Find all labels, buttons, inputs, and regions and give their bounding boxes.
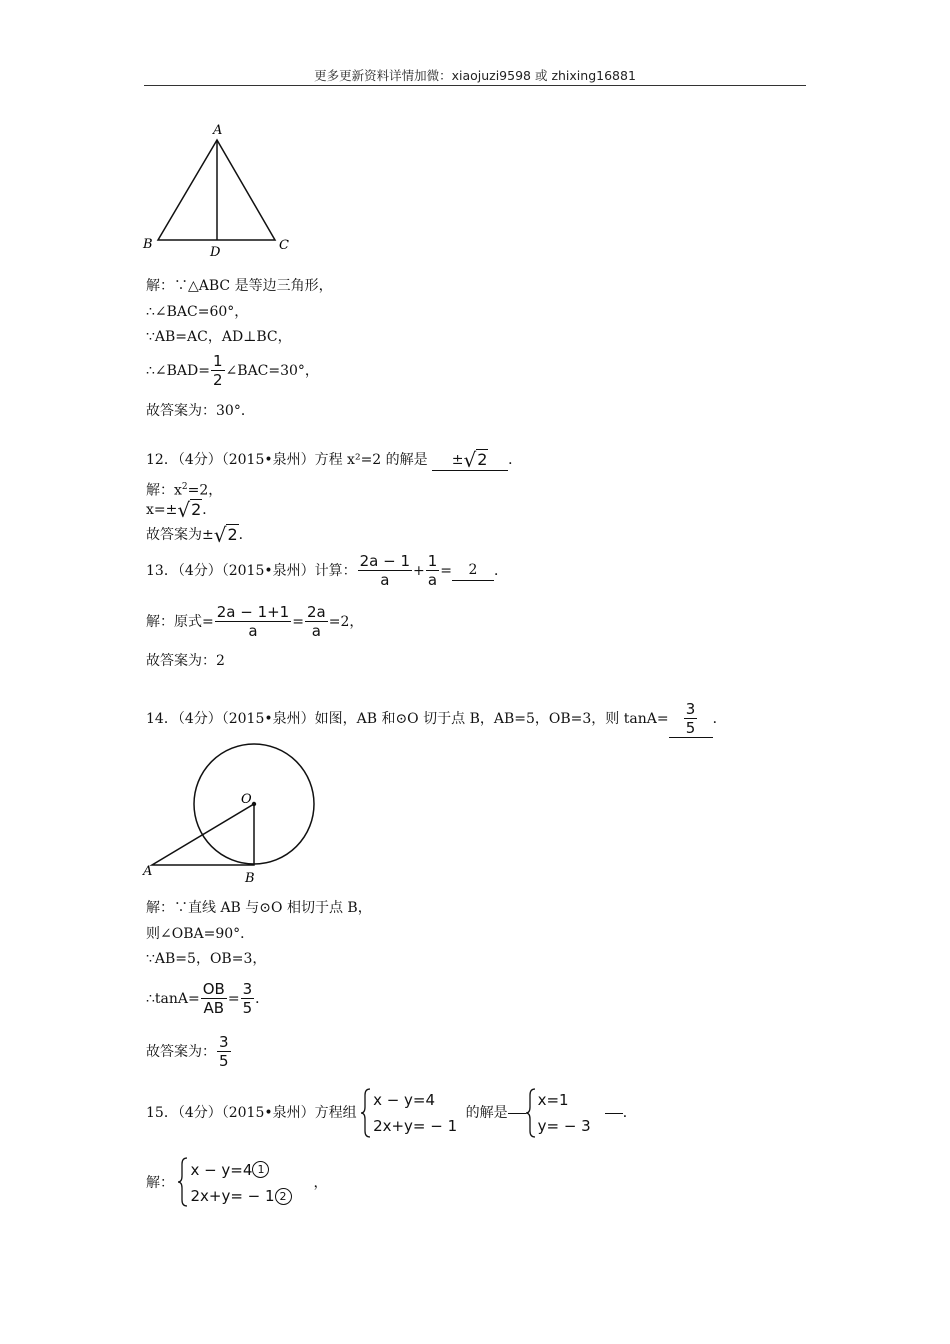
sqrt-2: √2 — [177, 497, 202, 522]
q11-answer: 故答案为：30°． — [146, 403, 255, 419]
q15-sol — [146, 1156, 328, 1209]
q11-line3: ∵AB=AC，AD⊥BC， — [146, 329, 292, 345]
frac-num: 2a — [306, 603, 326, 621]
frac-num: 3 — [242, 980, 253, 998]
q12-sol2-pre: x=± — [146, 501, 178, 518]
q14-sol1: 解：∵直线 AB 与⊙O 相切于点 B， — [146, 900, 372, 916]
frac-num: 1 — [427, 552, 438, 570]
sqrt-2: √2 — [463, 447, 488, 472]
circled-2: 2 — [275, 1188, 292, 1205]
plus-sign: + — [413, 562, 425, 579]
frac-num: 2a − 1 — [359, 552, 410, 570]
q13-stem-line — [146, 552, 508, 589]
label-o: O — [241, 792, 252, 807]
q15-mid: 的解是 — [465, 1105, 508, 1121]
q12-sol3 — [146, 524, 253, 545]
label-a: A — [213, 123, 223, 138]
sqrt-2: √2 — [213, 522, 238, 547]
q12-sol3-end: ． — [238, 526, 253, 543]
q13-sol1 — [146, 603, 363, 640]
q15-blank-right — [605, 1113, 623, 1114]
q13-sol-frac2 — [305, 603, 328, 640]
frac-num: 3 — [685, 700, 696, 718]
q15-blank-left — [508, 1113, 526, 1114]
q14-answer — [146, 1033, 232, 1070]
q14-answer-blank — [669, 700, 713, 738]
q15-stem-line — [146, 1087, 637, 1139]
q11-line1: 解：∵△ABC 是等边三角形， — [146, 278, 333, 294]
q14-answer-frac — [684, 700, 698, 737]
label-a: A — [143, 864, 153, 879]
frac-num: 1 — [213, 352, 223, 370]
q13-answer-blank: 2 — [452, 560, 494, 581]
q13-stem: 13．（4分）（2015•泉州）计算： — [146, 562, 357, 579]
equation-1: x − y=4 — [373, 1091, 436, 1109]
q12-end: ． — [508, 452, 523, 468]
q13-sol1-post: =2， — [328, 613, 364, 630]
half-fraction — [211, 352, 225, 389]
q15-sol-system — [178, 1156, 291, 1209]
q12-stem-line — [146, 449, 522, 471]
q14-sol3: ∵AB=5，OB=3， — [146, 951, 267, 967]
q13-end: ． — [494, 562, 509, 579]
sol-eq2-text: 2x+y= − 1 — [190, 1187, 275, 1205]
q14-sol2: 则∠OBA=90°． — [146, 926, 255, 942]
frac-den: a — [358, 570, 412, 589]
frac-den: a — [426, 570, 440, 589]
center-point — [252, 802, 256, 806]
q12-answer-blank — [432, 449, 508, 471]
q14-stem: 14．（4分）（2015•泉州）如图，AB 和⊙O 切于点 B，AB=5，OB=3，则 tanA= — [146, 711, 669, 727]
sol-equation-1 — [190, 1156, 291, 1183]
q12-stem: 12．（4分）（2015•泉州）方程 x²=2 的解是 — [146, 452, 428, 468]
q11-line4-pre: ∴∠BAD= — [146, 362, 210, 379]
q14-end: ． — [712, 711, 727, 727]
pm-sign: ± — [451, 451, 464, 468]
radicand: 2 — [191, 500, 202, 519]
equation-2: 2x+y= − 1 — [373, 1117, 458, 1135]
equals-sign: = — [292, 613, 304, 630]
q14-sol-frac2 — [241, 980, 255, 1017]
label-d: D — [210, 245, 221, 260]
label-c: C — [279, 238, 289, 253]
page-header: 更多更新资料详情加微：xiaojuzi9598 或 zhixing16881 — [314, 68, 636, 83]
q14-answer-pre: 故答案为： — [146, 1043, 216, 1060]
q13-sol1-pre: 解：原式= — [146, 613, 214, 630]
q11-line2: ∴∠BAC=60°， — [146, 304, 249, 320]
q14-sol4 — [146, 980, 269, 1017]
frac-den: a — [305, 621, 328, 640]
q15-end: ． — [622, 1105, 637, 1121]
q14-stem-line — [146, 700, 727, 738]
answer-x: x=1 — [537, 1091, 569, 1109]
equals-sign: = — [227, 990, 240, 1007]
q12-sol1: 解：$x^2=2$， — [146, 482, 223, 499]
label-b: B — [143, 237, 153, 252]
radicand: 2 — [477, 450, 488, 469]
label-b: B — [245, 871, 255, 886]
q12-sol3-pre: 故答案为± — [146, 526, 214, 543]
circle-tangent-figure — [140, 740, 320, 890]
frac-num: 2a − 1+1 — [216, 603, 290, 621]
q11-line4-post: ∠BAC=30°， — [225, 362, 319, 379]
brace-icon — [361, 1087, 371, 1139]
q15-sol-post: ， — [313, 1174, 328, 1191]
q14-sol-frac1 — [201, 980, 227, 1017]
answer-y: y= − 3 — [537, 1117, 591, 1135]
sol-equation-2 — [190, 1183, 291, 1210]
circled-1: 1 — [252, 1161, 269, 1178]
q12-sol2 — [146, 499, 216, 520]
header-divider — [144, 85, 806, 86]
frac-den: 2 — [213, 371, 223, 389]
q13-answer: 故答案为：2 — [146, 653, 225, 669]
q11-line4 — [146, 352, 319, 389]
q14-sol4-pre: ∴tanA= — [146, 990, 200, 1007]
frac-den: 5 — [242, 999, 253, 1017]
q15-sol-pre: 解： — [146, 1174, 174, 1191]
triangle-oab — [152, 804, 254, 865]
q15-answer-system — [526, 1087, 591, 1139]
radicand: 2 — [227, 525, 238, 544]
frac-den: a — [215, 621, 292, 640]
q15-system — [361, 1087, 457, 1139]
q14-sol4-end: ． — [255, 990, 270, 1007]
frac-num: OB — [202, 980, 225, 998]
q13-sol-frac1 — [215, 603, 292, 640]
q15-stem: 15．（4分）（2015•泉州）方程组 — [146, 1105, 357, 1121]
q13-frac2 — [426, 552, 440, 589]
q13-frac1 — [358, 552, 412, 589]
brace-icon — [526, 1087, 536, 1139]
brace-icon — [178, 1156, 188, 1208]
frac-den: AB — [201, 998, 227, 1017]
q12-sol2-end: ． — [202, 501, 217, 518]
equals-sign: = — [440, 562, 453, 579]
sol-eq1-text: x − y=4 — [190, 1160, 253, 1179]
frac-num: 3 — [219, 1033, 229, 1051]
frac-den: 5 — [685, 719, 696, 737]
q14-answer-frac — [217, 1033, 231, 1070]
triangle-figure — [140, 118, 300, 260]
frac-den: 5 — [219, 1052, 229, 1070]
